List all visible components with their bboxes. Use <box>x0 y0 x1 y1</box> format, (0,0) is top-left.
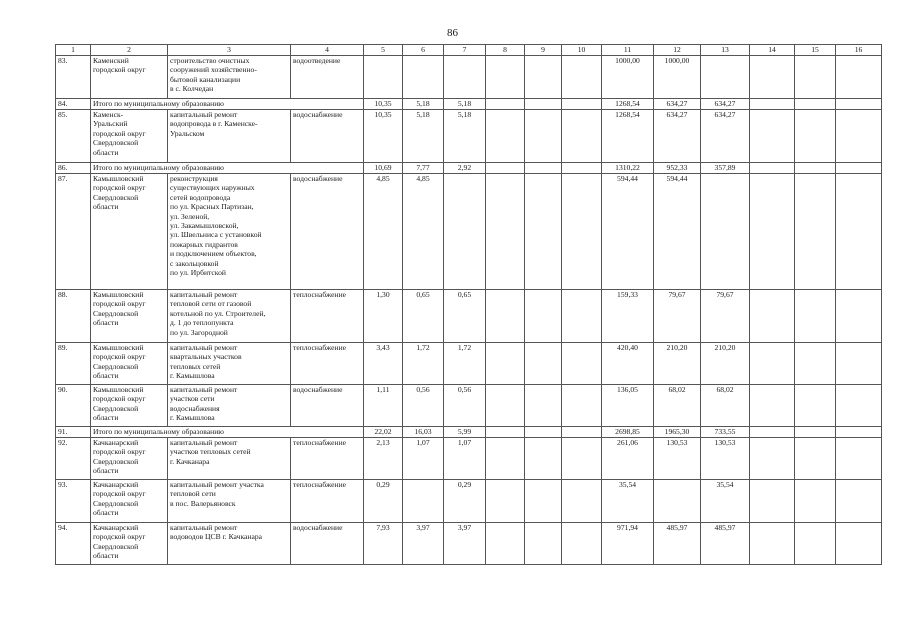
total-label-cell: Итого по муниципальному образованию <box>91 163 364 174</box>
row-number-cell: 84. <box>56 99 91 110</box>
utility-type-cell: водоотведение <box>291 56 364 99</box>
value-cell <box>836 56 882 99</box>
column-number-cell: 16 <box>836 45 882 56</box>
column-number-cell: 6 <box>403 45 444 56</box>
utility-type-cell: теплоснабжение <box>291 343 364 385</box>
value-cell: 357,89 <box>701 163 750 174</box>
column-number-row <box>56 45 882 56</box>
value-cell <box>750 438 795 480</box>
municipality-cell: Каменский городской округ <box>91 56 168 99</box>
column-number-cell: 7 <box>444 45 486 56</box>
value-cell: 35,54 <box>701 480 750 523</box>
value-cell <box>795 174 836 290</box>
value-cell: 594,44 <box>654 174 701 290</box>
value-cell <box>836 110 882 163</box>
column-number-cell: 8 <box>486 45 525 56</box>
value-cell: 1000,00 <box>654 56 701 99</box>
municipality-cell: Качканарский городской округ Свердловской области <box>91 523 168 565</box>
column-number-cell: 14 <box>750 45 795 56</box>
value-cell <box>654 480 701 523</box>
value-cell <box>403 56 444 99</box>
value-cell: 0,56 <box>444 385 486 427</box>
column-number-cell: 9 <box>525 45 562 56</box>
value-cell <box>836 480 882 523</box>
page-number: 86 <box>447 27 458 39</box>
table-body <box>56 45 882 565</box>
value-cell: 16,03 <box>403 427 444 438</box>
value-cell <box>562 427 602 438</box>
value-cell <box>795 343 836 385</box>
value-cell: 485,97 <box>654 523 701 565</box>
value-cell <box>403 480 444 523</box>
value-cell: 4,85 <box>403 174 444 290</box>
value-cell <box>364 56 403 99</box>
value-cell: 1268,54 <box>602 110 654 163</box>
column-number-cell: 3 <box>168 45 291 56</box>
value-cell: 0,65 <box>403 290 444 343</box>
value-cell <box>525 480 562 523</box>
value-cell: 420,40 <box>602 343 654 385</box>
value-cell: 1,07 <box>444 438 486 480</box>
work-description-cell: капитальный ремонт тепловой сети от газовой котельной по ул. Строителей, д. 1 до теплопункта по ул. Загородной <box>168 290 291 343</box>
column-number-cell: 15 <box>795 45 836 56</box>
value-cell <box>486 99 525 110</box>
value-cell <box>486 385 525 427</box>
value-cell <box>525 438 562 480</box>
value-cell <box>562 385 602 427</box>
value-cell <box>444 174 486 290</box>
table-row <box>56 110 882 163</box>
value-cell <box>486 438 525 480</box>
value-cell <box>525 385 562 427</box>
value-cell <box>795 385 836 427</box>
value-cell <box>525 427 562 438</box>
value-cell: 1,07 <box>403 438 444 480</box>
value-cell: 7,77 <box>403 163 444 174</box>
value-cell <box>836 163 882 174</box>
table-row <box>56 290 882 343</box>
value-cell: 1,72 <box>444 343 486 385</box>
value-cell <box>795 427 836 438</box>
value-cell: 3,97 <box>403 523 444 565</box>
total-row <box>56 427 882 438</box>
value-cell: 210,20 <box>701 343 750 385</box>
table-row <box>56 174 882 290</box>
value-cell: 130,53 <box>654 438 701 480</box>
value-cell <box>795 163 836 174</box>
municipality-cell: Камышловский городской округ Свердловской области <box>91 290 168 343</box>
row-number-cell: 89. <box>56 343 91 385</box>
value-cell: 5,99 <box>444 427 486 438</box>
value-cell: 733,55 <box>701 427 750 438</box>
value-cell <box>562 99 602 110</box>
value-cell <box>525 290 562 343</box>
value-cell <box>836 385 882 427</box>
column-number-cell: 2 <box>91 45 168 56</box>
column-number-cell: 4 <box>291 45 364 56</box>
row-number-cell: 94. <box>56 523 91 565</box>
work-description-cell: строительство очистных сооружений хозяйственно- бытовой канализации в с. Колчедан <box>168 56 291 99</box>
value-cell <box>836 174 882 290</box>
value-cell: 2,92 <box>444 163 486 174</box>
value-cell: 1,72 <box>403 343 444 385</box>
column-number-cell: 12 <box>654 45 701 56</box>
value-cell <box>750 480 795 523</box>
row-number-cell: 85. <box>56 110 91 163</box>
work-description-cell: реконструкция существующих наружных сетей водопровода по ул. Красных Партизан, ул. Зеленой, ул. Закамышловской, ул. Швельниса с установкой пожарных гидрантов и подключением объектов, с закольцовкой по ул. Ирбитской <box>168 174 291 290</box>
work-description-cell: капитальный ремонт квартальных участков тепловых сетей г. Камышлова <box>168 343 291 385</box>
value-cell <box>795 438 836 480</box>
value-cell <box>486 56 525 99</box>
value-cell: 634,27 <box>701 110 750 163</box>
municipality-cell: Каменск- Уральский городской округ Свердловской области <box>91 110 168 163</box>
value-cell <box>836 427 882 438</box>
value-cell <box>795 99 836 110</box>
value-cell: 136,05 <box>602 385 654 427</box>
value-cell: 971,94 <box>602 523 654 565</box>
value-cell <box>701 56 750 99</box>
value-cell: 634,27 <box>654 110 701 163</box>
value-cell <box>750 56 795 99</box>
utility-type-cell: теплоснабжение <box>291 480 364 523</box>
value-cell: 5,18 <box>403 110 444 163</box>
utility-type-cell: водоснабжение <box>291 110 364 163</box>
table-row <box>56 523 882 565</box>
work-description-cell: капитальный ремонт участков сети водоснабжения г. Камышлова <box>168 385 291 427</box>
value-cell <box>562 523 602 565</box>
value-cell <box>795 110 836 163</box>
value-cell: 1,11 <box>364 385 403 427</box>
value-cell: 2,13 <box>364 438 403 480</box>
value-cell: 5,18 <box>444 99 486 110</box>
value-cell: 4,85 <box>364 174 403 290</box>
value-cell: 2698,85 <box>602 427 654 438</box>
value-cell <box>750 385 795 427</box>
value-cell <box>525 343 562 385</box>
utility-type-cell: теплоснабжение <box>291 438 364 480</box>
value-cell <box>525 174 562 290</box>
value-cell <box>836 290 882 343</box>
row-number-cell: 87. <box>56 174 91 290</box>
value-cell <box>750 110 795 163</box>
value-cell: 3,43 <box>364 343 403 385</box>
value-cell: 5,18 <box>403 99 444 110</box>
value-cell <box>750 174 795 290</box>
table-row <box>56 385 882 427</box>
column-number-cell: 10 <box>562 45 602 56</box>
value-cell <box>562 56 602 99</box>
value-cell <box>486 290 525 343</box>
municipality-cell: Качканарский городской округ Свердловской области <box>91 438 168 480</box>
column-number-cell: 13 <box>701 45 750 56</box>
value-cell <box>795 523 836 565</box>
value-cell <box>525 110 562 163</box>
row-number-cell: 86. <box>56 163 91 174</box>
value-cell <box>562 480 602 523</box>
row-number-cell: 92. <box>56 438 91 480</box>
value-cell <box>486 163 525 174</box>
value-cell: 594,44 <box>602 174 654 290</box>
value-cell <box>486 480 525 523</box>
value-cell: 79,67 <box>701 290 750 343</box>
value-cell: 3,97 <box>444 523 486 565</box>
value-cell: 1,30 <box>364 290 403 343</box>
work-description-cell: капитальный ремонт водоводов ЦСВ г. Качканара <box>168 523 291 565</box>
value-cell: 261,06 <box>602 438 654 480</box>
value-cell: 22,02 <box>364 427 403 438</box>
value-cell <box>836 343 882 385</box>
work-description-cell: капитальный ремонт участка тепловой сети в пос. Валерьяновск <box>168 480 291 523</box>
row-number-cell: 90. <box>56 385 91 427</box>
value-cell: 0,29 <box>364 480 403 523</box>
value-cell <box>562 174 602 290</box>
municipality-cell: Камышловский городской округ Свердловской области <box>91 343 168 385</box>
value-cell <box>486 523 525 565</box>
value-cell: 35,54 <box>602 480 654 523</box>
value-cell <box>444 56 486 99</box>
value-cell: 10,69 <box>364 163 403 174</box>
value-cell <box>750 343 795 385</box>
total-label-cell: Итого по муниципальному образованию <box>91 427 364 438</box>
value-cell: 68,02 <box>701 385 750 427</box>
row-number-cell: 93. <box>56 480 91 523</box>
value-cell: 7,93 <box>364 523 403 565</box>
row-number-cell: 88. <box>56 290 91 343</box>
value-cell <box>562 163 602 174</box>
value-cell: 68,02 <box>654 385 701 427</box>
value-cell <box>750 523 795 565</box>
total-row <box>56 99 882 110</box>
table-row <box>56 480 882 523</box>
value-cell <box>836 523 882 565</box>
value-cell: 10,35 <box>364 110 403 163</box>
value-cell: 0,65 <box>444 290 486 343</box>
value-cell <box>750 427 795 438</box>
value-cell <box>562 343 602 385</box>
data-table <box>55 44 882 565</box>
value-cell <box>486 427 525 438</box>
column-number-cell: 1 <box>56 45 91 56</box>
value-cell <box>750 163 795 174</box>
value-cell <box>525 523 562 565</box>
municipality-cell: Камышловский городской округ Свердловской области <box>91 174 168 290</box>
table-row <box>56 438 882 480</box>
value-cell: 0,29 <box>444 480 486 523</box>
value-cell: 485,97 <box>701 523 750 565</box>
value-cell: 79,67 <box>654 290 701 343</box>
value-cell <box>562 290 602 343</box>
value-cell <box>486 174 525 290</box>
value-cell: 1000,00 <box>602 56 654 99</box>
value-cell <box>795 56 836 99</box>
value-cell: 210,20 <box>654 343 701 385</box>
value-cell: 952,33 <box>654 163 701 174</box>
value-cell: 634,27 <box>654 99 701 110</box>
column-number-cell: 5 <box>364 45 403 56</box>
utility-type-cell: водоснабжение <box>291 523 364 565</box>
column-number-cell: 11 <box>602 45 654 56</box>
value-cell <box>486 110 525 163</box>
value-cell: 634,27 <box>701 99 750 110</box>
municipality-cell: Камышловский городской округ Свердловской области <box>91 385 168 427</box>
table-row <box>56 56 882 99</box>
value-cell: 1310,22 <box>602 163 654 174</box>
row-number-cell: 91. <box>56 427 91 438</box>
value-cell <box>836 438 882 480</box>
value-cell <box>750 290 795 343</box>
value-cell <box>836 99 882 110</box>
municipality-cell: Качканарский городской округ Свердловской области <box>91 480 168 523</box>
work-description-cell: капитальный ремонт участков тепловых сетей г. Качканара <box>168 438 291 480</box>
value-cell <box>795 290 836 343</box>
row-number-cell: 83. <box>56 56 91 99</box>
value-cell <box>750 99 795 110</box>
total-label-cell: Итого по муниципальному образованию <box>91 99 364 110</box>
utility-type-cell: теплоснабжение <box>291 290 364 343</box>
utility-type-cell: водоснабжение <box>291 385 364 427</box>
value-cell <box>701 174 750 290</box>
value-cell <box>486 343 525 385</box>
value-cell: 0,56 <box>403 385 444 427</box>
total-row <box>56 163 882 174</box>
value-cell: 5,18 <box>444 110 486 163</box>
value-cell <box>562 110 602 163</box>
value-cell: 1965,30 <box>654 427 701 438</box>
value-cell: 1268,54 <box>602 99 654 110</box>
value-cell <box>525 56 562 99</box>
value-cell: 159,33 <box>602 290 654 343</box>
value-cell <box>795 480 836 523</box>
value-cell <box>525 163 562 174</box>
value-cell: 10,35 <box>364 99 403 110</box>
value-cell <box>562 438 602 480</box>
work-description-cell: капитальный ремонт водопровода в г. Каменске- Уральском <box>168 110 291 163</box>
value-cell: 130,53 <box>701 438 750 480</box>
table-row <box>56 343 882 385</box>
value-cell <box>525 99 562 110</box>
utility-type-cell: водоснабжение <box>291 174 364 290</box>
